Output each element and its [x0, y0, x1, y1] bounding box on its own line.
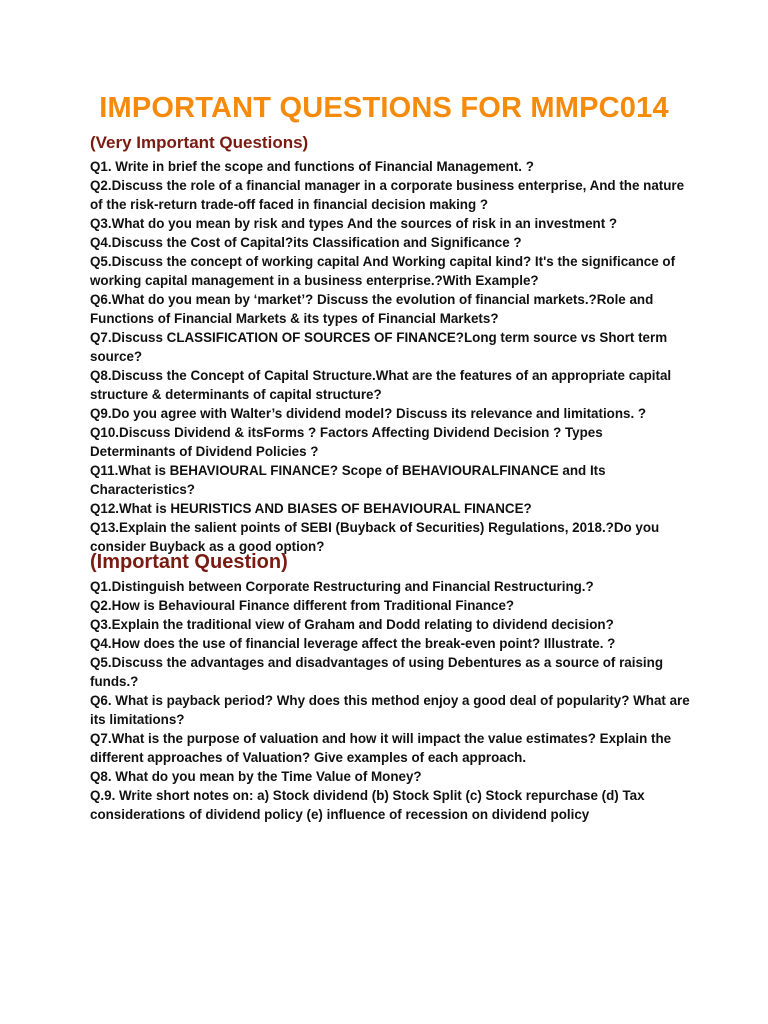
- question-item: Q1. Write in brief the scope and functions of Financial Management. ?: [90, 159, 534, 174]
- question-item: Q11.What is BEHAVIOURAL FINANCE? Scope of BEHAVIOURALFINANCE and Its Characteristics?: [90, 463, 606, 497]
- question-item: Q6. What is payback period? Why does this method enjoy a good deal of popularity? What are its limitations?: [90, 693, 690, 727]
- question-item: Q8.Discuss the Concept of Capital Structure.What are the features of an appropriate capital structure & determinants of capital structure?: [90, 368, 672, 402]
- document-title: IMPORTANT QUESTIONS FOR MMPC014: [99, 92, 669, 124]
- question-item: Q3.What do you mean by risk and types And the sources of risk in an investment ?: [90, 216, 618, 231]
- very-important-heading: (Very Important Questions): [90, 133, 309, 152]
- question-item: Q12.What is HEURISTICS AND BIASES OF BEHAVIOURAL FINANCE?: [90, 501, 532, 516]
- question-item: Q.9. Write short notes on: a) Stock dividend (b) Stock Split (c) Stock repurchase (d) Tax considerations of dividend policy (e) influence of recession on dividend policy: [90, 788, 645, 822]
- very-important-section: [90, 131, 690, 556]
- important-heading: (Important Question): [90, 551, 288, 573]
- question-item: Q6.What do you mean by ‘market’? Discuss the evolution of financial markets.?Role and Functions of Financial Markets & its types of Financial Markets?: [90, 292, 654, 326]
- question-item: Q5.Discuss the concept of working capital And Working capital kind? It's the significance of working capital management in a business enterprise.?With Example?: [90, 254, 676, 288]
- question-item: Q5.Discuss the advantages and disadvantages of using Debentures as a source of raising funds.?: [90, 655, 663, 689]
- question-item: Q2.Discuss the role of a financial manager in a corporate business enterprise, And the nature of the risk-return trade-off faced in financial decision making ?: [90, 178, 685, 212]
- question-item: Q10.Discuss Dividend & itsForms ? Factors Affecting Dividend Decision ? Types Determinants of Dividend Policies ?: [90, 425, 603, 459]
- question-item: Q1.Distinguish between Corporate Restructuring and Financial Restructuring.?: [90, 579, 594, 594]
- important-section: [90, 548, 690, 824]
- question-item: Q7.Discuss CLASSIFICATION OF SOURCES OF FINANCE?Long term source vs Short term source?: [90, 330, 668, 364]
- question-item: Q8. What do you mean by the Time Value of Money?: [90, 769, 422, 784]
- important-question-list: [90, 577, 690, 824]
- question-item: Q9.Do you agree with Walter’s dividend model? Discuss its relevance and limitations. ?: [90, 406, 647, 421]
- question-item: Q7.What is the purpose of valuation and how it will impact the value estimates? Explain the different approaches of Valuation? Give examples of each approach.: [90, 731, 672, 765]
- question-item: Q3.Explain the traditional view of Graham and Dodd relating to dividend decision?: [90, 617, 614, 632]
- question-item: Q13.Explain the salient points of SEBI (Buyback of Securities) Regulations, 2018.?Do you consider Buyback as a good option?: [90, 520, 660, 554]
- question-item: Q4.Discuss the Cost of Capital?its Classification and Significance ?: [90, 235, 522, 250]
- very-important-question-list: [90, 157, 690, 556]
- question-item: Q4.How does the use of financial leverage affect the break-even point? Illustrate. ?: [90, 636, 616, 651]
- question-item: Q2.How is Behavioural Finance different from Traditional Finance?: [90, 598, 515, 613]
